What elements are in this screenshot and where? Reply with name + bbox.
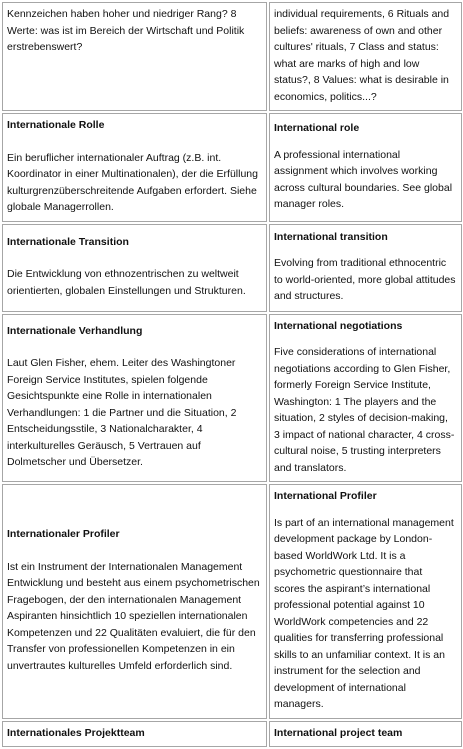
- german-cell: [2, 721, 267, 748]
- german-definition: Laut Glen Fisher, ehem. Leiter des Washingtoner Foreign Service Institutes, spielen folgende Gesichtspunkte eine Rolle in internationalen Verhandlungen: 1 die Partner und die Situation, 2 Entscheidungsstile, 3 Nationalcharakter, 4 interkulturelles Geräusch, 5 Vertrauen auf Dolmetscher und Übersetzer.: [7, 357, 237, 469]
- english-definition: Five considerations of international negotiations according to Glen Fisher, formerly Foreign Service Institute, Washington: 1 The players and the situation, 2 styles of decision-making, 3 impact of national character, 4 cross-cultural noise, 5 trusting interpreters and translators.: [274, 346, 455, 474]
- german-term: Internationaler Profiler: [7, 528, 120, 541]
- english-term: International negotiations: [274, 319, 403, 332]
- english-definition: individual requirements, 6 Rituals and beliefs: awareness of own and other cultures' rituals, 7 Class and status: what are marks of high and low status?, 8 Values: what is desirable in economics, politics...?: [274, 8, 450, 103]
- english-cell: [269, 224, 462, 312]
- english-term: International role: [274, 122, 360, 134]
- english-cell: [269, 484, 462, 719]
- german-cell: [2, 224, 267, 312]
- german-definition: Kennzeichen haben hoher und niedriger Rang? 8 Werte: was ist im Bereich der Wirtschaft und Politik erstrebenswert?: [7, 8, 245, 53]
- german-cell: [2, 2, 267, 111]
- german-cell: [2, 113, 267, 222]
- english-definition: Evolving from traditional ethnocentric to world-oriented, more global attitudes and structures.: [274, 257, 456, 302]
- english-term: International transition: [274, 230, 388, 243]
- glossary-row: [2, 314, 462, 483]
- german-cell: [2, 314, 267, 483]
- english-cell: [269, 2, 462, 111]
- german-cell: [2, 484, 267, 719]
- english-cell: [269, 113, 462, 222]
- english-cell: [269, 314, 462, 483]
- glossary-row: [2, 113, 462, 222]
- german-definition: Ein beruflicher internationaler Auftrag (z.B. int. Koordinator in einer Multinationalen), der die Erfüllung kulturgrenzüberschreitende Aufgaben erfordert. Siehe globale Managerrollen.: [7, 151, 258, 213]
- german-term: Internationale Rolle: [7, 119, 105, 131]
- german-definition: Ist ein Instrument der Internationalen Management Entwicklung und besteht aus einem psychometrischen Fragebogen, der den internationalen Management Aspiranten hinsichtlich 10 speziellen internationalen Kompetenzen und 22 Qualitäten evaluiert, die für den Transfer von professionellen Kompetenzen in ein unvertrautes kulturelles Umfeld erforderlich sind.: [7, 560, 260, 672]
- english-cell: [269, 721, 462, 748]
- glossary-row: [2, 224, 462, 312]
- german-definition: Die Entwicklung von ethnozentrischen zu weltweit orientierten, globalen Einstellungen und Strukturen.: [7, 268, 246, 297]
- english-term: International project team: [274, 726, 403, 739]
- german-term: Internationale Verhandlung: [7, 324, 143, 337]
- german-term: Internationale Transition: [7, 235, 129, 248]
- glossary-row: [2, 2, 462, 111]
- german-term: Internationales Projektteam: [7, 726, 145, 739]
- glossary-row: [2, 484, 462, 719]
- english-definition: Is part of an international management development package by London-based WorldWork Ltd. It is a psychometric questionnaire that scores the aspirant’s international professional potential against 10 WorldWork competencies and 22 qualities for transferring professional skills to an unfamiliar context. It is an instrument for the selection and development of international managers.: [274, 516, 454, 710]
- glossary-row: [2, 721, 462, 748]
- english-definition: A professional international assignment which involves working across cultural boundaries. See global manager roles.: [274, 148, 453, 210]
- english-term: International Profiler: [274, 490, 377, 502]
